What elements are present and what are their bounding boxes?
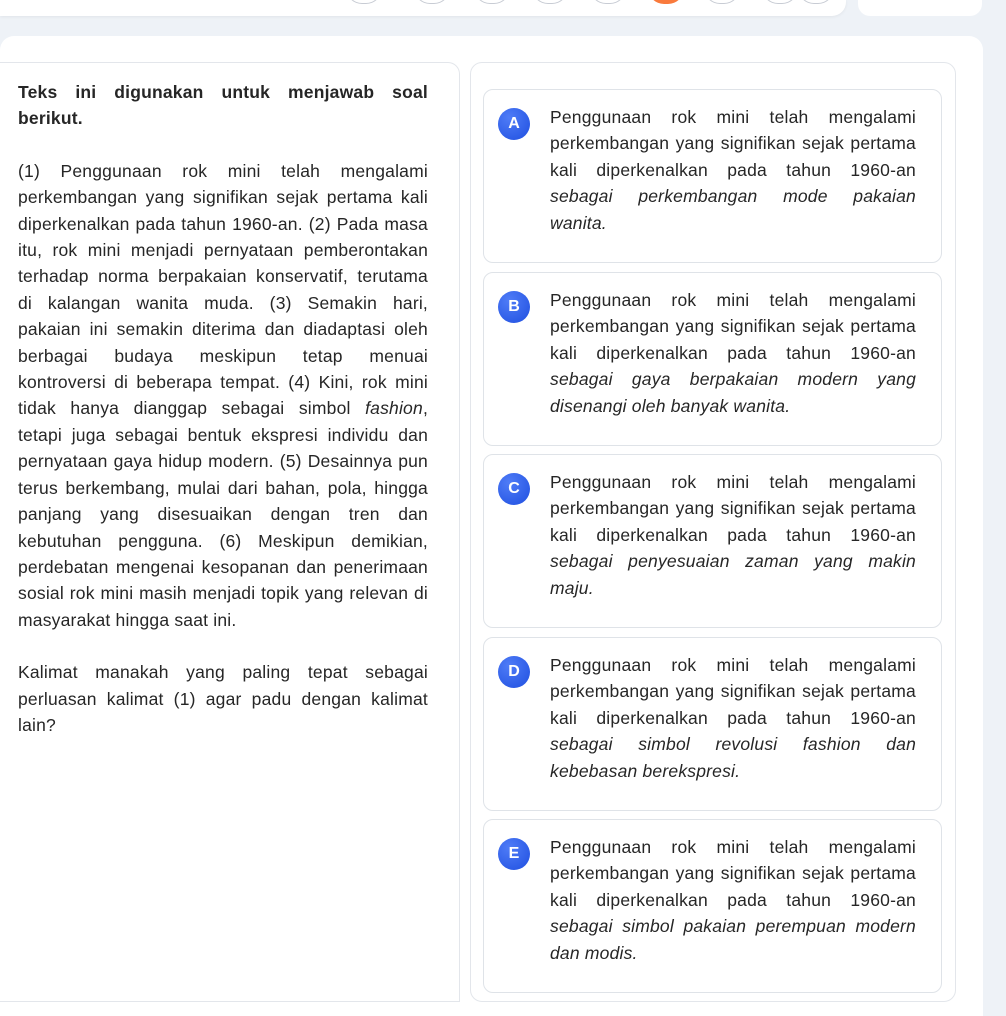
question-prompt: Kalimat manakah yang paling tepat sebagai perluasan kalimat (1) agar padu dengan kalimat lain? xyxy=(18,662,428,735)
option-letter-badge: E xyxy=(498,838,530,870)
passage-panel xyxy=(0,62,460,1002)
question-step[interactable] xyxy=(532,0,568,4)
option-text: Penggunaan rok mini telah mengalami perkembangan yang signifikan sejak pertama kali diperkenalkan pada tahun 1960-an sebagai simbol pakaian perempuan modern dan modis. xyxy=(550,837,916,963)
top-action-area[interactable] xyxy=(858,0,982,16)
question-step-current[interactable] xyxy=(648,0,684,4)
option-e[interactable] xyxy=(483,819,942,993)
option-b[interactable] xyxy=(483,272,942,446)
option-letter-badge: A xyxy=(498,108,530,140)
question-step[interactable] xyxy=(798,0,834,4)
passage-text: (1) Penggunaan rok mini telah mengalami perkembangan yang signifikan sejak pertama kali diperkenalkan pada tahun 1960-an. (2) Pada masa itu, rok mini menjadi pernyataan pemberontakan terhadap norma berpakaian konservatif, terutama di kalangan wanita muda. (3) Semakin hari, pakaian ini semakin diterima dan diadaptasi oleh berbagai budaya meskipun tetap menuai kontroversi di beberapa tempat. (4) Kini, rok mini tidak hanya dianggap sebagai simbol fashion, tetapi juga sebagai bentuk ekspresi individu dan pernyataan gaya hidup modern. (5) Desainnya pun terus berkembang, mulai dari bahan, pola, hingga panjang yang disesuaikan dengan tren dan kebutuhan pengguna. (6) Meskipun demikian, perdebatan mengenai kesopanan dan penerimaan sosial rok mini masih menjadi topik yang relevan di masyarakat hingga saat ini. xyxy=(18,160,428,630)
option-a[interactable] xyxy=(483,89,942,263)
option-c[interactable] xyxy=(483,454,942,628)
option-d[interactable] xyxy=(483,637,942,811)
passage-intro: Teks ini digunakan untuk menjawab soal berikut. xyxy=(18,82,428,129)
option-letter-badge: D xyxy=(498,656,530,688)
option-letter-badge: B xyxy=(498,291,530,323)
option-text: Penggunaan rok mini telah mengalami perkembangan yang signifikan sejak pertama kali diperkenalkan pada tahun 1960-an sebagai perkembangan mode pakaian wanita. xyxy=(550,107,916,233)
question-step[interactable] xyxy=(762,0,798,4)
question-navigator xyxy=(0,0,846,16)
option-text: Penggunaan rok mini telah mengalami perkembangan yang signifikan sejak pertama kali diperkenalkan pada tahun 1960-an sebagai gaya berpakaian modern yang disenangi oleh banyak wanita. xyxy=(550,290,916,416)
option-letter-badge: C xyxy=(498,473,530,505)
question-step[interactable] xyxy=(346,0,382,4)
option-text: Penggunaan rok mini telah mengalami perkembangan yang signifikan sejak pertama kali diperkenalkan pada tahun 1960-an sebagai penyesuaian zaman yang makin maju. xyxy=(550,472,916,598)
question-step[interactable] xyxy=(590,0,626,4)
question-step[interactable] xyxy=(474,0,510,4)
question-step[interactable] xyxy=(414,0,450,4)
question-step[interactable] xyxy=(704,0,740,4)
option-text: Penggunaan rok mini telah mengalami perkembangan yang signifikan sejak pertama kali diperkenalkan pada tahun 1960-an sebagai simbol revolusi fashion dan kebebasan berekspresi. xyxy=(550,655,916,781)
